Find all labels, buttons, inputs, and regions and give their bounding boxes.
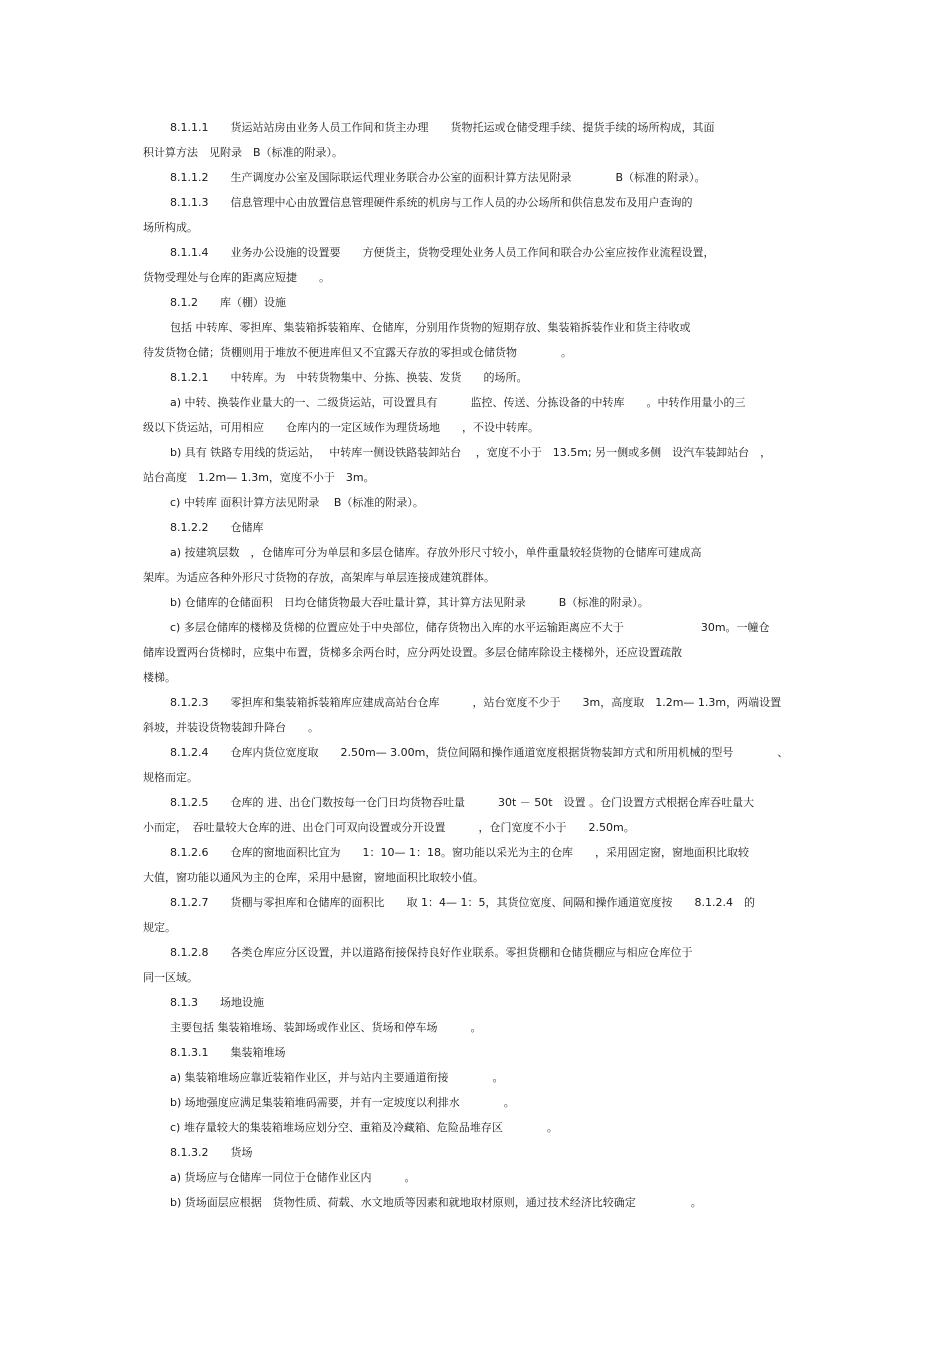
text-line: 待发货物仓储；货棚则用于堆放不便进库但又不宜露天存放的零担或仓储货物 。 bbox=[143, 346, 572, 359]
text-line: 8.1.1.3 信息管理中心由放置信息管理硬件系统的机房与工作人员的办公场所和供信息发布及用户查询的 bbox=[170, 196, 693, 209]
text-line: b) 仓储库的仓储面积 日均仓储货物最大吞吐量计算，其计算方法见附录 B（标准的附录）。 bbox=[170, 596, 649, 609]
text-line: c) 中转库 面积计算方法见附录 B（标准的附录）。 bbox=[170, 496, 424, 509]
section-heading: 8.1.3.2 货场 bbox=[170, 1146, 253, 1159]
text-line: 积计算方法 见附录 B（标准的附录）。 bbox=[143, 146, 344, 159]
text-line: b) 具有 铁路专用线的货运站， 中转库一侧设铁路装卸站台 ，宽度不小于 13.5m; 另一侧或多侧 设汽车装卸站台 ， bbox=[170, 446, 772, 459]
text-line: 级以下货运站，可用相应 仓库内的一定区域作为理货场地 ，不设中转库。 bbox=[143, 421, 539, 434]
text-line: b) 场地强度应满足集装箱堆码需要，并有一定坡度以利排水 。 bbox=[170, 1096, 515, 1109]
text-line: c) 多层仓储库的楼梯及货梯的位置应处于中央部位，储存货物出入库的水平运输距离应不大于 30m。一幢仓 bbox=[170, 621, 770, 634]
text-line: 8.1.2.4 仓库内货位宽度取 2.50m— 3.00m，货位间隔和操作通道宽度根据货物装卸方式和所用机械的型号 、 bbox=[170, 746, 789, 759]
text-line: 8.1.1.1 货运站站房由业务人员工作间和货主办理 货物托运或仓储受理手续、提货手续的场所构成，其面 bbox=[170, 121, 715, 134]
text-line: 储库设置两台货梯时，应集中布置，货梯多余两台时，应分两处设置。多层仓储库除设主楼梯外，还应设置疏散 bbox=[143, 646, 682, 659]
text-line: 8.1.2.3 零担库和集装箱拆装箱库应建成高站台仓库 ，站台宽度不少于 3m，高度取 1.2m— 1.3m，两端设置 bbox=[170, 696, 782, 709]
text-line: 站台高度 1.2m— 1.3m，宽度不小于 3m。 bbox=[143, 471, 375, 484]
text-line: 8.1.1.2 生产调度办公室及国际联运代理业务联合办公室的面积计算方法见附录 B（标准的附录）。 bbox=[170, 171, 706, 184]
text-line: 斜坡，并装设货物装卸升降台 。 bbox=[143, 721, 319, 734]
text-line: a) 按建筑层数 ，仓储库可分为单层和多层仓储库。存放外形尺寸较小，单件重量较轻货物的仓储库可建成高 bbox=[170, 546, 702, 559]
text-line: 楼梯。 bbox=[143, 671, 176, 684]
section-heading: 8.1.2.2 仓储库 bbox=[170, 521, 264, 534]
text-line: 货物受理处与仓库的距离应短捷 。 bbox=[143, 271, 330, 284]
text-line: 主要包括 集装箱堆场、装卸场或作业区、货场和停车场 。 bbox=[170, 1021, 482, 1034]
text-line: a) 中转、换装作业量大的一、二级货运站，可设置具有 监控、传送、分拣设备的中转库 。中转作用量小的三 bbox=[170, 396, 746, 409]
text-line: 大值，窗功能以通风为主的仓库，采用中悬窗，窗地面积比取较小值。 bbox=[143, 871, 484, 884]
text-line: 8.1.1.4 业务办公设施的设置要 方便货主，货物受理处业务人员工作间和联合办公室应按作业流程设置， bbox=[170, 246, 715, 259]
text-line: 场所构成。 bbox=[143, 221, 198, 234]
text-line: 8.1.2.8 各类仓库应分区设置，并以道路衔接保持良好作业联系。零担货棚和仓储货棚应与相应仓库位于 bbox=[170, 946, 693, 959]
text-line: b) 货场面层应根据 货物性质、荷载、水文地质等因素和就地取材原则，通过技术经济比较确定 。 bbox=[170, 1196, 702, 1209]
text-line: 同一区域。 bbox=[143, 971, 198, 984]
text-line: a) 集装箱堆场应靠近装箱作业区，并与站内主要通道衔接 。 bbox=[170, 1071, 504, 1084]
text-line: 规定。 bbox=[143, 921, 176, 934]
text-line: 小而定， 吞吐量较大仓库的进、出仓门可双向设置或分开设置 ，仓门宽度不小于 2.50m。 bbox=[143, 821, 635, 834]
text-line: 包括 中转库、零担库、集装箱拆装箱库、仓储库，分别用作货物的短期存放、集装箱拆装作业和货主待收或 bbox=[170, 321, 691, 334]
text-line: 规格而定。 bbox=[143, 771, 198, 784]
text-line: 架库。为适应各种外形尺寸货物的存放，高架库与单层连接成建筑群体。 bbox=[143, 571, 495, 584]
text-line: c) 堆存量较大的集装箱堆场应划分空、重箱及冷藏箱、危险品堆存区 。 bbox=[170, 1121, 558, 1134]
section-heading: 8.1.2 库（棚）设施 bbox=[170, 296, 286, 309]
text-line: 8.1.2.5 仓库的 进、出仓门数按每一仓门日均货物吞吐量 30t － 50t 设置 。仓门设置方式根据仓库吞吐量大 bbox=[170, 796, 755, 809]
text-line: a) 货场应与仓储库一同位于仓储作业区内 。 bbox=[170, 1171, 416, 1184]
text-line: 8.1.2.6 仓库的窗地面积比宜为 1：10— 1：18。窗功能以采光为主的仓库 ，采用固定窗，窗地面积比取较 bbox=[170, 846, 749, 859]
text-line: 8.1.2.7 货棚与零担库和仓储库的面积比 取 1：4— 1：5，其货位宽度、间隔和操作通道宽度按 8.1.2.4 的 bbox=[170, 896, 755, 909]
section-heading: 8.1.3 场地设施 bbox=[170, 996, 264, 1009]
section-heading: 8.1.3.1 集装箱堆场 bbox=[170, 1046, 286, 1059]
text-line: 8.1.2.1 中转库。为 中转货物集中、分拣、换装、发货 的场所。 bbox=[170, 371, 528, 384]
